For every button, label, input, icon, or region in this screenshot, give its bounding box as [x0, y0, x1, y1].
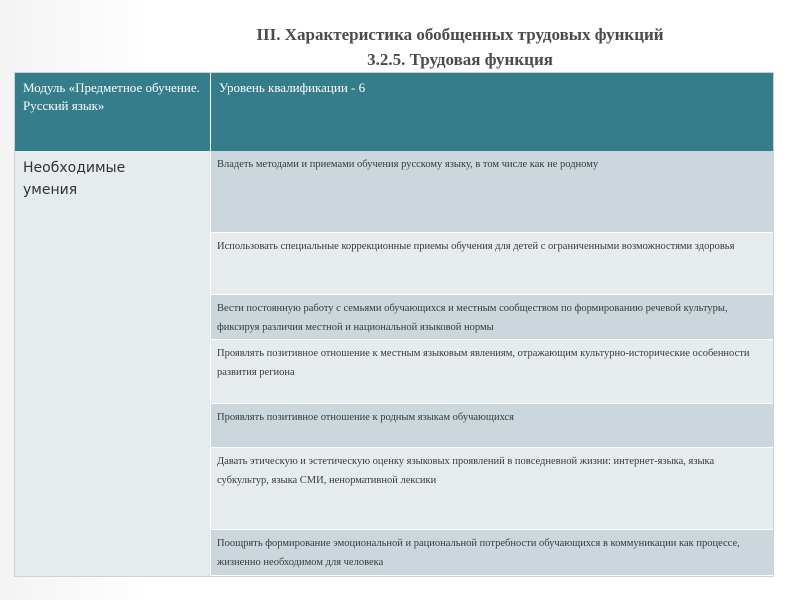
table-header-row — [15, 73, 773, 151]
slide-title — [190, 22, 730, 72]
table-row: Проявлять позитивное отношение к родным языкам обучающихся — [211, 404, 773, 448]
skills-list — [211, 151, 773, 576]
table-row: Давать этическую и эстетическую оценку языковых проявлений в повседневной жизни: интернет-языка, языка субкультур, языка СМИ, ненормативной лексики — [211, 448, 773, 530]
table-row: Поощрять формирование эмоциональной и рациональной потребности обучающихся в коммуникации как процессе, жизненно необходимом для человека — [211, 530, 773, 576]
section-label: Необходимые умения — [23, 160, 126, 198]
header-module-cell: Модуль «Предметное обучение. Русский язык» — [15, 73, 211, 151]
table-row: Владеть методами и приемами обучения русскому языку, в том числе как не родному — [211, 151, 773, 233]
section-label-cell — [15, 151, 211, 576]
table-row: Вести постоянную работу с семьями обучающихся и местным сообществом по формированию речевой культуры, фиксируя различия местной и национальной языковой нормы — [211, 295, 773, 340]
table-row: Проявлять позитивное отношение к местным языковым явлениям, отражающим культурно-исторические особенности развития региона — [211, 340, 773, 404]
title-line-2: 3.2.5. Трудовая функция — [367, 50, 553, 69]
header-level-cell: Уровень квалификации - 6 — [219, 80, 366, 95]
title-line-1: III. Характеристика обобщенных трудовых функций — [256, 25, 664, 44]
functions-table — [14, 72, 774, 577]
table-row: Использовать специальные коррекционные приемы обучения для детей с ограниченными возможностями здоровья — [211, 233, 773, 295]
